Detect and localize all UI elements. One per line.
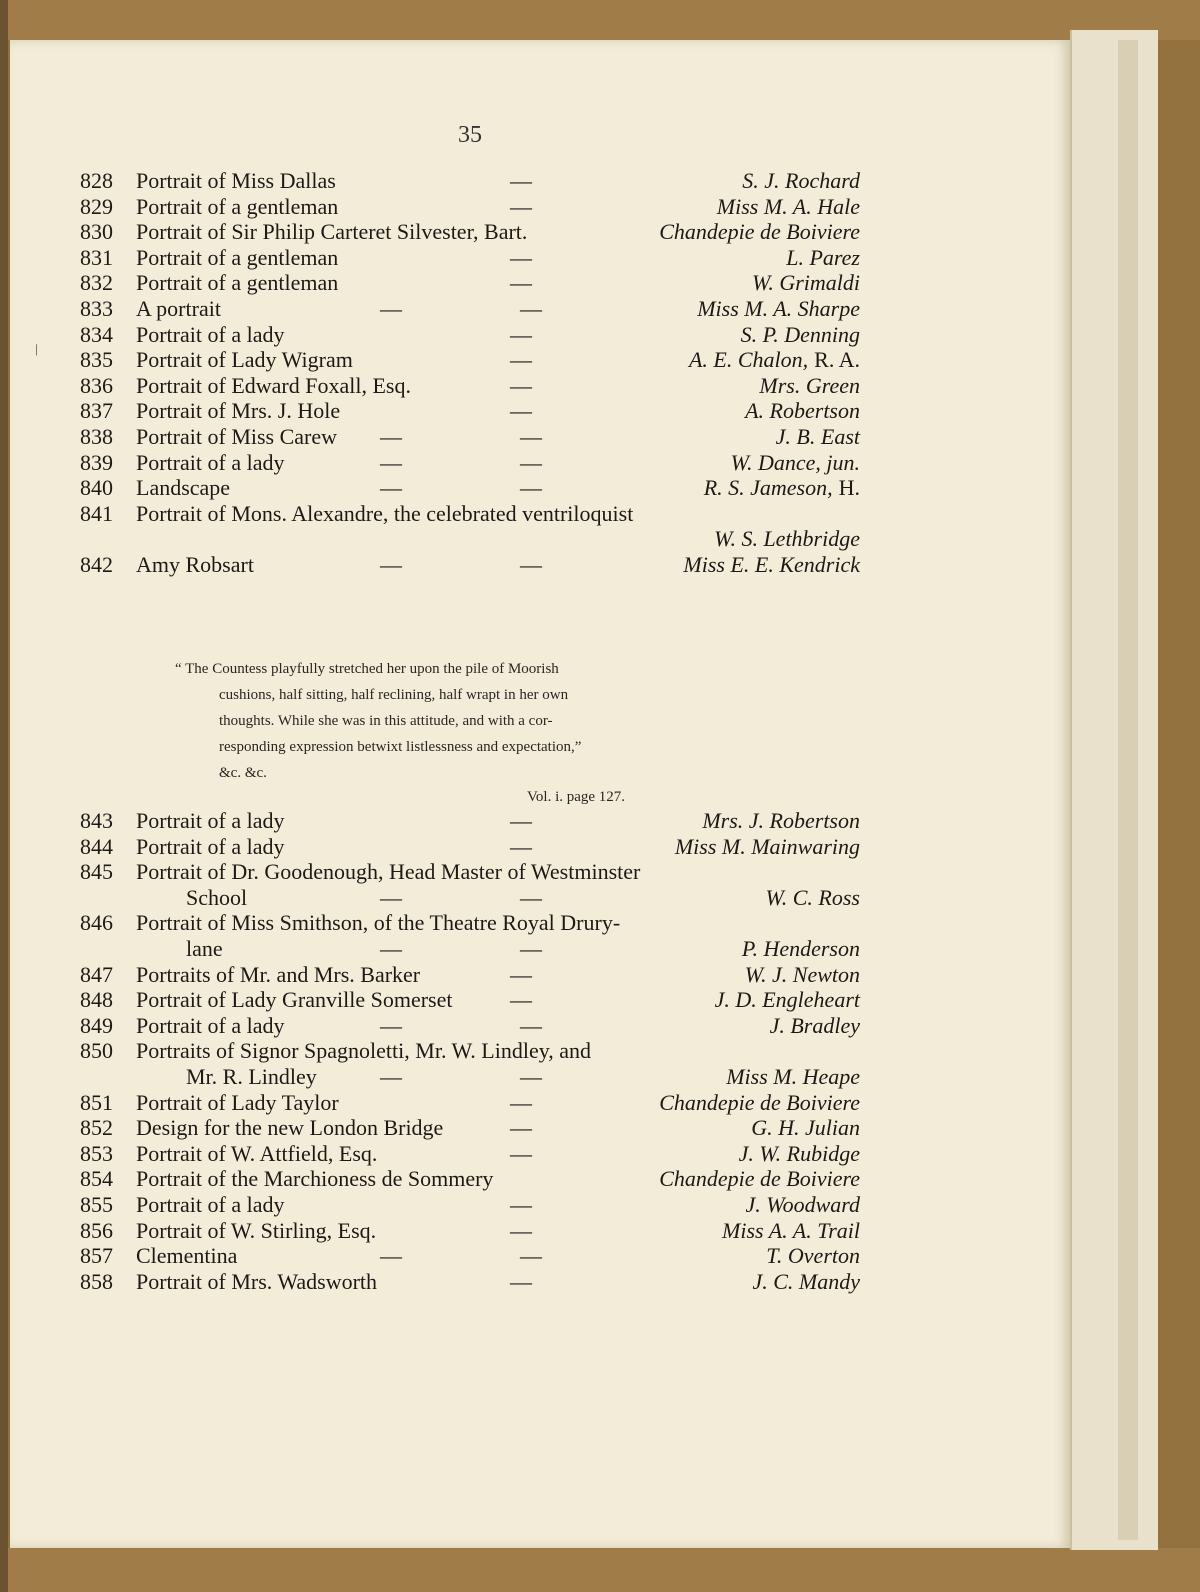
entry-number: 841 xyxy=(80,500,113,526)
artist-suffix: R. A. xyxy=(814,347,860,373)
artist-name: Mrs. J. Robertson xyxy=(702,808,860,833)
artist-name: R. S. Jameson, xyxy=(703,475,833,501)
leader-dash: — xyxy=(510,961,532,987)
entry-number: 842 xyxy=(80,552,113,577)
leader-dash: — xyxy=(380,296,402,321)
entry-title: Portrait of Dr. Goodenough, Head Master of Westminster xyxy=(136,859,641,885)
artist-name: J. W. Rubidge xyxy=(738,1140,860,1166)
catalogue-entry xyxy=(80,962,860,988)
entry-artist xyxy=(770,1013,860,1039)
entry-number: 855 xyxy=(80,1192,113,1217)
leader-dash: — xyxy=(380,1243,402,1269)
artist-name: W. Grimaldi xyxy=(752,270,860,296)
leader-dash: — xyxy=(520,884,542,910)
artist-name: Miss M. Mainwaring xyxy=(674,833,860,859)
entry-artist xyxy=(659,1166,860,1192)
catalogue-entry xyxy=(80,1013,860,1039)
artist-name: W. J. Newton xyxy=(744,961,860,987)
entry-number: 829 xyxy=(80,193,113,219)
catalogue-entry xyxy=(80,808,860,834)
leader-dash: — xyxy=(380,424,402,449)
artist-name: J. Woodward xyxy=(745,1192,860,1217)
catalogue-entry xyxy=(80,987,860,1013)
leader-dash: — xyxy=(510,168,532,193)
catalogue-entry xyxy=(80,859,860,885)
entry-number: 846 xyxy=(80,910,113,936)
quote-reference: Vol. i. page 127. xyxy=(527,789,626,805)
artist-name: J. C. Mandy xyxy=(752,1268,860,1294)
leader-dash: — xyxy=(520,449,542,475)
leader-dash: — xyxy=(520,1012,542,1038)
entry-title: Portrait of Miss Smithson, of the Theatre Royal Drury- xyxy=(136,910,621,936)
quote-line: cushions, half sitting, half reclining, half wrapt in her own xyxy=(219,687,569,703)
entry-title: Portrait of Sir Philip Carteret Silvester, Bart. xyxy=(136,219,528,245)
artist-name: J. D. Engleheart xyxy=(714,987,860,1013)
leader-dash: — xyxy=(510,1217,532,1243)
artist-name: J. Bradley xyxy=(769,1012,860,1038)
artist-name: Miss M. A. Hale xyxy=(716,193,860,219)
leader-dash: — xyxy=(510,1089,532,1115)
entry-artist xyxy=(752,1269,860,1295)
artist-name: W. Dance, jun. xyxy=(730,449,860,475)
entry-title: Portrait of Miss Dallas xyxy=(136,168,336,193)
entry-number: 845 xyxy=(80,859,113,885)
leader-dash: — xyxy=(510,1140,532,1166)
leader-dash: — xyxy=(380,1012,402,1038)
catalogue-entry xyxy=(80,885,860,911)
leader-dash: — xyxy=(510,244,532,270)
quote-line: thoughts. While she was in this attitude, and with a cor- xyxy=(219,713,553,729)
leader-dash: — xyxy=(520,936,542,961)
catalogue-entry xyxy=(80,1166,860,1192)
entry-artist xyxy=(675,834,860,860)
entry-number: 832 xyxy=(80,270,113,296)
artist-name: Mrs. Green xyxy=(759,372,860,398)
entry-title: Portrait of Mons. Alexandre, the celebrated ventriloquist xyxy=(136,500,634,526)
entry-title: Mr. R. Lindley xyxy=(186,1064,317,1089)
leader-dash: — xyxy=(510,987,532,1013)
leader-dash: — xyxy=(510,808,532,833)
entry-artist xyxy=(751,1115,860,1141)
leader-dash: — xyxy=(510,347,532,373)
leader-dash: — xyxy=(510,1268,532,1294)
entry-number: 852 xyxy=(80,1115,113,1141)
entry-title: School xyxy=(186,884,248,910)
page-number: 35 xyxy=(458,122,482,148)
leader-dash: — xyxy=(510,193,532,219)
entry-title: lane xyxy=(186,936,223,961)
entry-number: 834 xyxy=(80,321,113,347)
catalogue-entry xyxy=(80,1038,860,1064)
page-edges-inner xyxy=(1118,40,1138,1540)
artist-name: Miss M. Heape xyxy=(726,1064,860,1089)
entry-title: Portrait of a gentleman xyxy=(136,193,339,219)
artist-name: Chandepie de Boiviere xyxy=(659,1089,860,1115)
leader-dash: — xyxy=(510,1115,532,1141)
entry-number: 835 xyxy=(80,347,113,373)
leader-dash: — xyxy=(520,296,542,321)
entry-title: Portrait of a lady xyxy=(136,449,285,475)
entry-number: 844 xyxy=(80,833,113,859)
entry-title: Portrait of Miss Carew xyxy=(136,424,338,449)
entry-artist xyxy=(765,885,860,911)
leader-dash: — xyxy=(510,833,532,859)
page-edges xyxy=(1070,30,1158,1550)
artist-name: W. S. Lethbridge xyxy=(714,526,860,552)
entry-title: Portrait of a lady xyxy=(136,808,285,833)
entry-title: Portrait of Edward Foxall, Esq. xyxy=(136,372,411,398)
entry-number: 839 xyxy=(80,449,113,475)
entry-number: 838 xyxy=(80,424,113,449)
entry-title: Portrait of a lady xyxy=(136,1192,285,1217)
artist-name: S. J. Rochard xyxy=(742,168,860,193)
entry-artist xyxy=(726,1064,860,1090)
artist-name: A. Robertson xyxy=(745,398,860,424)
entry-number: 847 xyxy=(80,961,113,987)
artist-name: S. P. Denning xyxy=(740,321,860,347)
leader-dash: — xyxy=(510,270,532,296)
entry-artist xyxy=(739,1141,860,1167)
artist-name: G. H. Julian xyxy=(751,1115,860,1141)
entry-title: Portrait of Mrs. J. Hole xyxy=(136,398,341,424)
entry-title: Portrait of a lady xyxy=(136,833,285,859)
catalogue-entry xyxy=(80,1141,860,1167)
entry-title: Portrait of a lady xyxy=(136,1012,285,1038)
entry-artist xyxy=(715,987,860,1013)
leader-dash: — xyxy=(510,398,532,424)
entry-artist xyxy=(659,1090,860,1116)
artist-suffix: H. xyxy=(838,475,860,501)
artist-name: W. C. Ross xyxy=(765,884,860,910)
entry-title: Portrait of Lady Taylor xyxy=(136,1089,339,1115)
entry-number: 837 xyxy=(80,398,113,424)
entry-title: Portrait of Lady Wigram xyxy=(136,347,353,373)
leader-dash: — xyxy=(510,1192,532,1217)
entry-title: Portrait of Mrs. Wadsworth xyxy=(136,1268,378,1294)
entry-title: Portrait of the Marchioness de Sommery xyxy=(136,1166,494,1192)
entry-artist xyxy=(746,1192,861,1218)
entry-artist xyxy=(702,808,860,834)
entry-title: Amy Robsart xyxy=(136,552,254,577)
entry-title: Portrait of a gentleman xyxy=(136,244,339,270)
cover-bottom-edge xyxy=(0,1548,1200,1592)
catalogue-entry xyxy=(80,910,860,936)
entry-artist xyxy=(766,1243,860,1269)
quote-line: responding expression betwixt listlessness and expectation,” xyxy=(219,739,582,755)
entry-artist xyxy=(742,936,860,962)
entry-artist xyxy=(722,1218,860,1244)
artist-name: L. Parez xyxy=(786,244,860,270)
cover-left-edge xyxy=(0,0,8,1592)
artist-name: Miss A. A. Trail xyxy=(722,1217,860,1243)
entry-artist xyxy=(745,962,860,988)
artist-name: Chandepie de Boiviere xyxy=(659,1166,860,1192)
artist-name: A. E. Chalon, xyxy=(688,347,809,373)
catalogue-entry xyxy=(80,1064,860,1090)
entry-title: Clementina xyxy=(136,1243,238,1269)
leader-dash: — xyxy=(520,475,542,501)
catalogue-entry xyxy=(80,834,860,860)
leader-dash: — xyxy=(380,1064,402,1089)
entry-title: Portrait of a gentleman xyxy=(136,270,339,296)
entry-number: 831 xyxy=(80,244,113,270)
entry-number: 836 xyxy=(80,372,113,398)
entry-number: 854 xyxy=(80,1166,113,1192)
entry-title: Design for the new London Bridge xyxy=(136,1115,444,1141)
entry-title: A portrait xyxy=(136,296,221,321)
quote-line: &c. &c. xyxy=(219,765,267,781)
catalogue-entries-lower xyxy=(10,40,1070,1548)
catalogue-entry xyxy=(80,1243,860,1269)
entry-number: 851 xyxy=(80,1089,113,1115)
book-page xyxy=(10,40,1070,1548)
artist-name: Miss E. E. Kendrick xyxy=(683,552,860,577)
artist-name: Chandepie de Boiviere xyxy=(659,219,860,245)
entry-number: 833 xyxy=(80,296,113,321)
leader-dash: — xyxy=(380,475,402,501)
entry-number: 857 xyxy=(80,1243,113,1269)
leader-dash: — xyxy=(380,936,402,961)
leader-dash: — xyxy=(520,1064,542,1089)
entry-title: Portraits of Signor Spagnoletti, Mr. W. Lindley, and xyxy=(136,1038,592,1064)
leader-dash: — xyxy=(520,552,542,577)
leader-dash: — xyxy=(510,321,532,347)
entry-title: Portrait of Lady Granville Somerset xyxy=(136,987,453,1013)
cover-top-edge xyxy=(0,0,1200,40)
leader-dash: — xyxy=(380,449,402,475)
artist-name: T. Overton xyxy=(766,1243,860,1269)
entry-number: 828 xyxy=(80,168,113,193)
entry-number: 848 xyxy=(80,987,113,1013)
entry-number: 853 xyxy=(80,1140,113,1166)
entry-number: 858 xyxy=(80,1268,113,1294)
entry-title: Landscape xyxy=(136,475,231,501)
artist-name: J. B. East xyxy=(775,424,860,449)
leader-dash: — xyxy=(380,552,402,577)
entry-title: Portrait of W. Stirling, Esq. xyxy=(136,1217,377,1243)
leader-dash: — xyxy=(380,884,402,910)
entry-number: 840 xyxy=(80,475,113,501)
entry-title: Portrait of a lady xyxy=(136,321,285,347)
catalogue-entry xyxy=(80,1218,860,1244)
entry-number: 850 xyxy=(80,1038,113,1064)
entry-number: 849 xyxy=(80,1012,113,1038)
quote-line: “ The Countess playfully stretched her upon the pile of Moorish xyxy=(175,661,559,677)
artist-name: P. Henderson xyxy=(741,936,860,961)
catalogue-entry xyxy=(80,1090,860,1116)
entry-number: 843 xyxy=(80,808,113,833)
entry-number: 830 xyxy=(80,219,113,245)
catalogue-entry xyxy=(80,936,860,962)
entry-number: 856 xyxy=(80,1217,113,1243)
catalogue-entry xyxy=(80,1269,860,1295)
entry-title: Portrait of W. Attfield, Esq. xyxy=(136,1140,378,1166)
catalogue-entry xyxy=(80,1115,860,1141)
entry-title: Portraits of Mr. and Mrs. Barker xyxy=(136,961,421,987)
artist-name: Miss M. A. Sharpe xyxy=(697,296,860,321)
catalogue-entry xyxy=(80,1192,860,1218)
leader-dash: — xyxy=(520,424,542,449)
leader-dash: — xyxy=(520,1243,542,1269)
leader-dash: — xyxy=(510,372,532,398)
margin-mark: \ xyxy=(31,341,42,360)
